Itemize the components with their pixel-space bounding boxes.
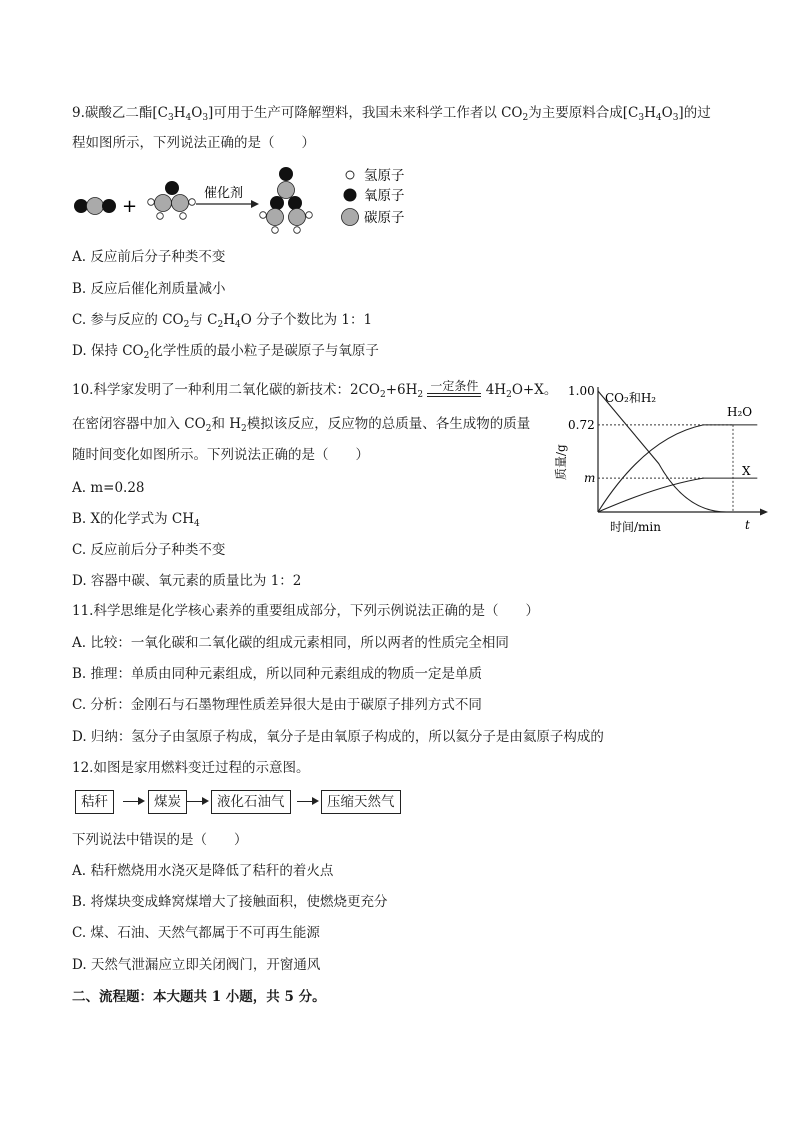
catalyst-label: 催化剂 (204, 186, 244, 201)
q10-line3: 随时间变化如图所示。下列说法正确的是（ ） (72, 447, 369, 463)
label-h2o: H₂O (727, 404, 753, 419)
ytick-1: 1.00 (568, 384, 595, 398)
q12-option-c: C. 煤、石油、天然气都属于不可再生能源 (72, 925, 320, 941)
q10-option-a: A. m=0.28 (72, 480, 145, 496)
x-axis-arrow (760, 509, 768, 516)
co2-molecule (74, 198, 116, 215)
label-x: X (742, 464, 751, 479)
q10-option-d: D. 容器中碳、氧元素的质量比为 1：2 (72, 573, 302, 589)
series-reactants (598, 391, 726, 512)
ytick-072: 0.72 (568, 417, 595, 432)
q9-option-b: B. 反应后催化剂质量减小 (72, 281, 226, 297)
q11-option-a: A. 比较：一氧化碳和二氧化碳的组成元素相同，所以两者的性质完全相同 (72, 635, 509, 651)
flow-box-cng: 压缩天然气 (321, 790, 401, 814)
q11-stem: 11.科学思维是化学核心素养的重要组成部分，下列示例说法正确的是（ ） (72, 603, 539, 619)
legend (342, 168, 405, 226)
flow-arrow (187, 801, 207, 802)
flow-box-lpg: 液化石油气 (211, 790, 291, 814)
mass-time-chart (550, 375, 753, 540)
q11-option-b: B. 推理：单质由同种元素组成，所以同种元素组成的物质一定是单质 (72, 666, 483, 682)
legend-hydrogen: 氢原子 (364, 168, 405, 184)
q9-option-d: D. 保持 $CO_2$化学性质的最小粒子是碳原子与氧原子 (72, 343, 379, 361)
ytick-m: m (584, 471, 596, 486)
q12-option-a: A. 秸秆燃烧用水浇灭是降低了秸秆的着火点 (72, 863, 334, 879)
flow-box-coal: 煤炭 (148, 790, 187, 814)
reaction-condition: 一定条件 (430, 379, 479, 393)
q9-option-c: C. 参与反应的 $CO_2$与 $C_2H_4O$ 分子个数比为 1：1 (72, 312, 373, 330)
ethylene-oxide-molecule (148, 181, 196, 219)
reaction-diagram (70, 160, 430, 235)
q11-option-c: C. 分析：金刚石与石墨物理性质差异很大是由于碳原子排列方式不同 (72, 697, 482, 713)
q12-option-b: B. 将煤块变成蜂窝煤增大了接触面积，使燃烧更充分 (72, 894, 388, 910)
q10-option-b: B. X的化学式为 $CH_4$ (72, 511, 200, 529)
legend-oxygen: 氧原子 (364, 188, 405, 204)
q11-option-d: D. 归纳：氢分子由氢原子构成，氧分子是由氧原子构成的，所以氦分子是由氦原子构成的 (72, 729, 604, 745)
flow-box-straw: 秸秆 (75, 790, 114, 814)
label-reactants: CO₂和H₂ (605, 391, 657, 405)
product-molecule (260, 167, 313, 233)
q9-line1: 9.碳酸乙二酯$[C_3H_4O_3]$可用于生产可降解塑料，我国未来科学工作者以 $CO_2$为主要原料合成$[C_3H_4O_3]$的过 (72, 105, 711, 123)
q12-option-d: D. 天然气泄漏应立即关闭阀门，开窗通风 (72, 957, 321, 973)
plus-sign: + (122, 196, 138, 217)
series-x (598, 478, 757, 512)
q9-option-a: A. 反应前后分子种类不变 (72, 249, 226, 265)
flow-arrow (123, 801, 143, 802)
q12-question: 下列说法中错误的是（ ） (72, 832, 248, 848)
x-axis-label: 时间/min (610, 520, 661, 534)
q9-line2: 程如图所示，下列说法正确的是（ ） (72, 135, 315, 151)
flow-arrow (297, 801, 317, 802)
q12-stem: 12.如图是家用燃料变迁过程的示意图。 (72, 760, 310, 776)
q10-line2: 在密闭容器中加入 $CO_2$和 $H_2$模拟该反应，反应物的总质量、各生成物的质量 (72, 416, 531, 434)
q10-option-c: C. 反应前后分子种类不变 (72, 542, 226, 558)
q10-line1: 10.科学家发明了一种利用二氧化碳的新技术：$2CO_2+6H_2$ 一定条件 $4H_2O+X$。 (72, 379, 558, 400)
legend-carbon: 碳原子 (364, 210, 405, 226)
x-end-label: t (745, 518, 750, 532)
y-axis-label: 质量/g (554, 444, 568, 480)
section-2-heading: 二、流程题：本大题共 1 小题，共 5 分。 (72, 989, 326, 1005)
